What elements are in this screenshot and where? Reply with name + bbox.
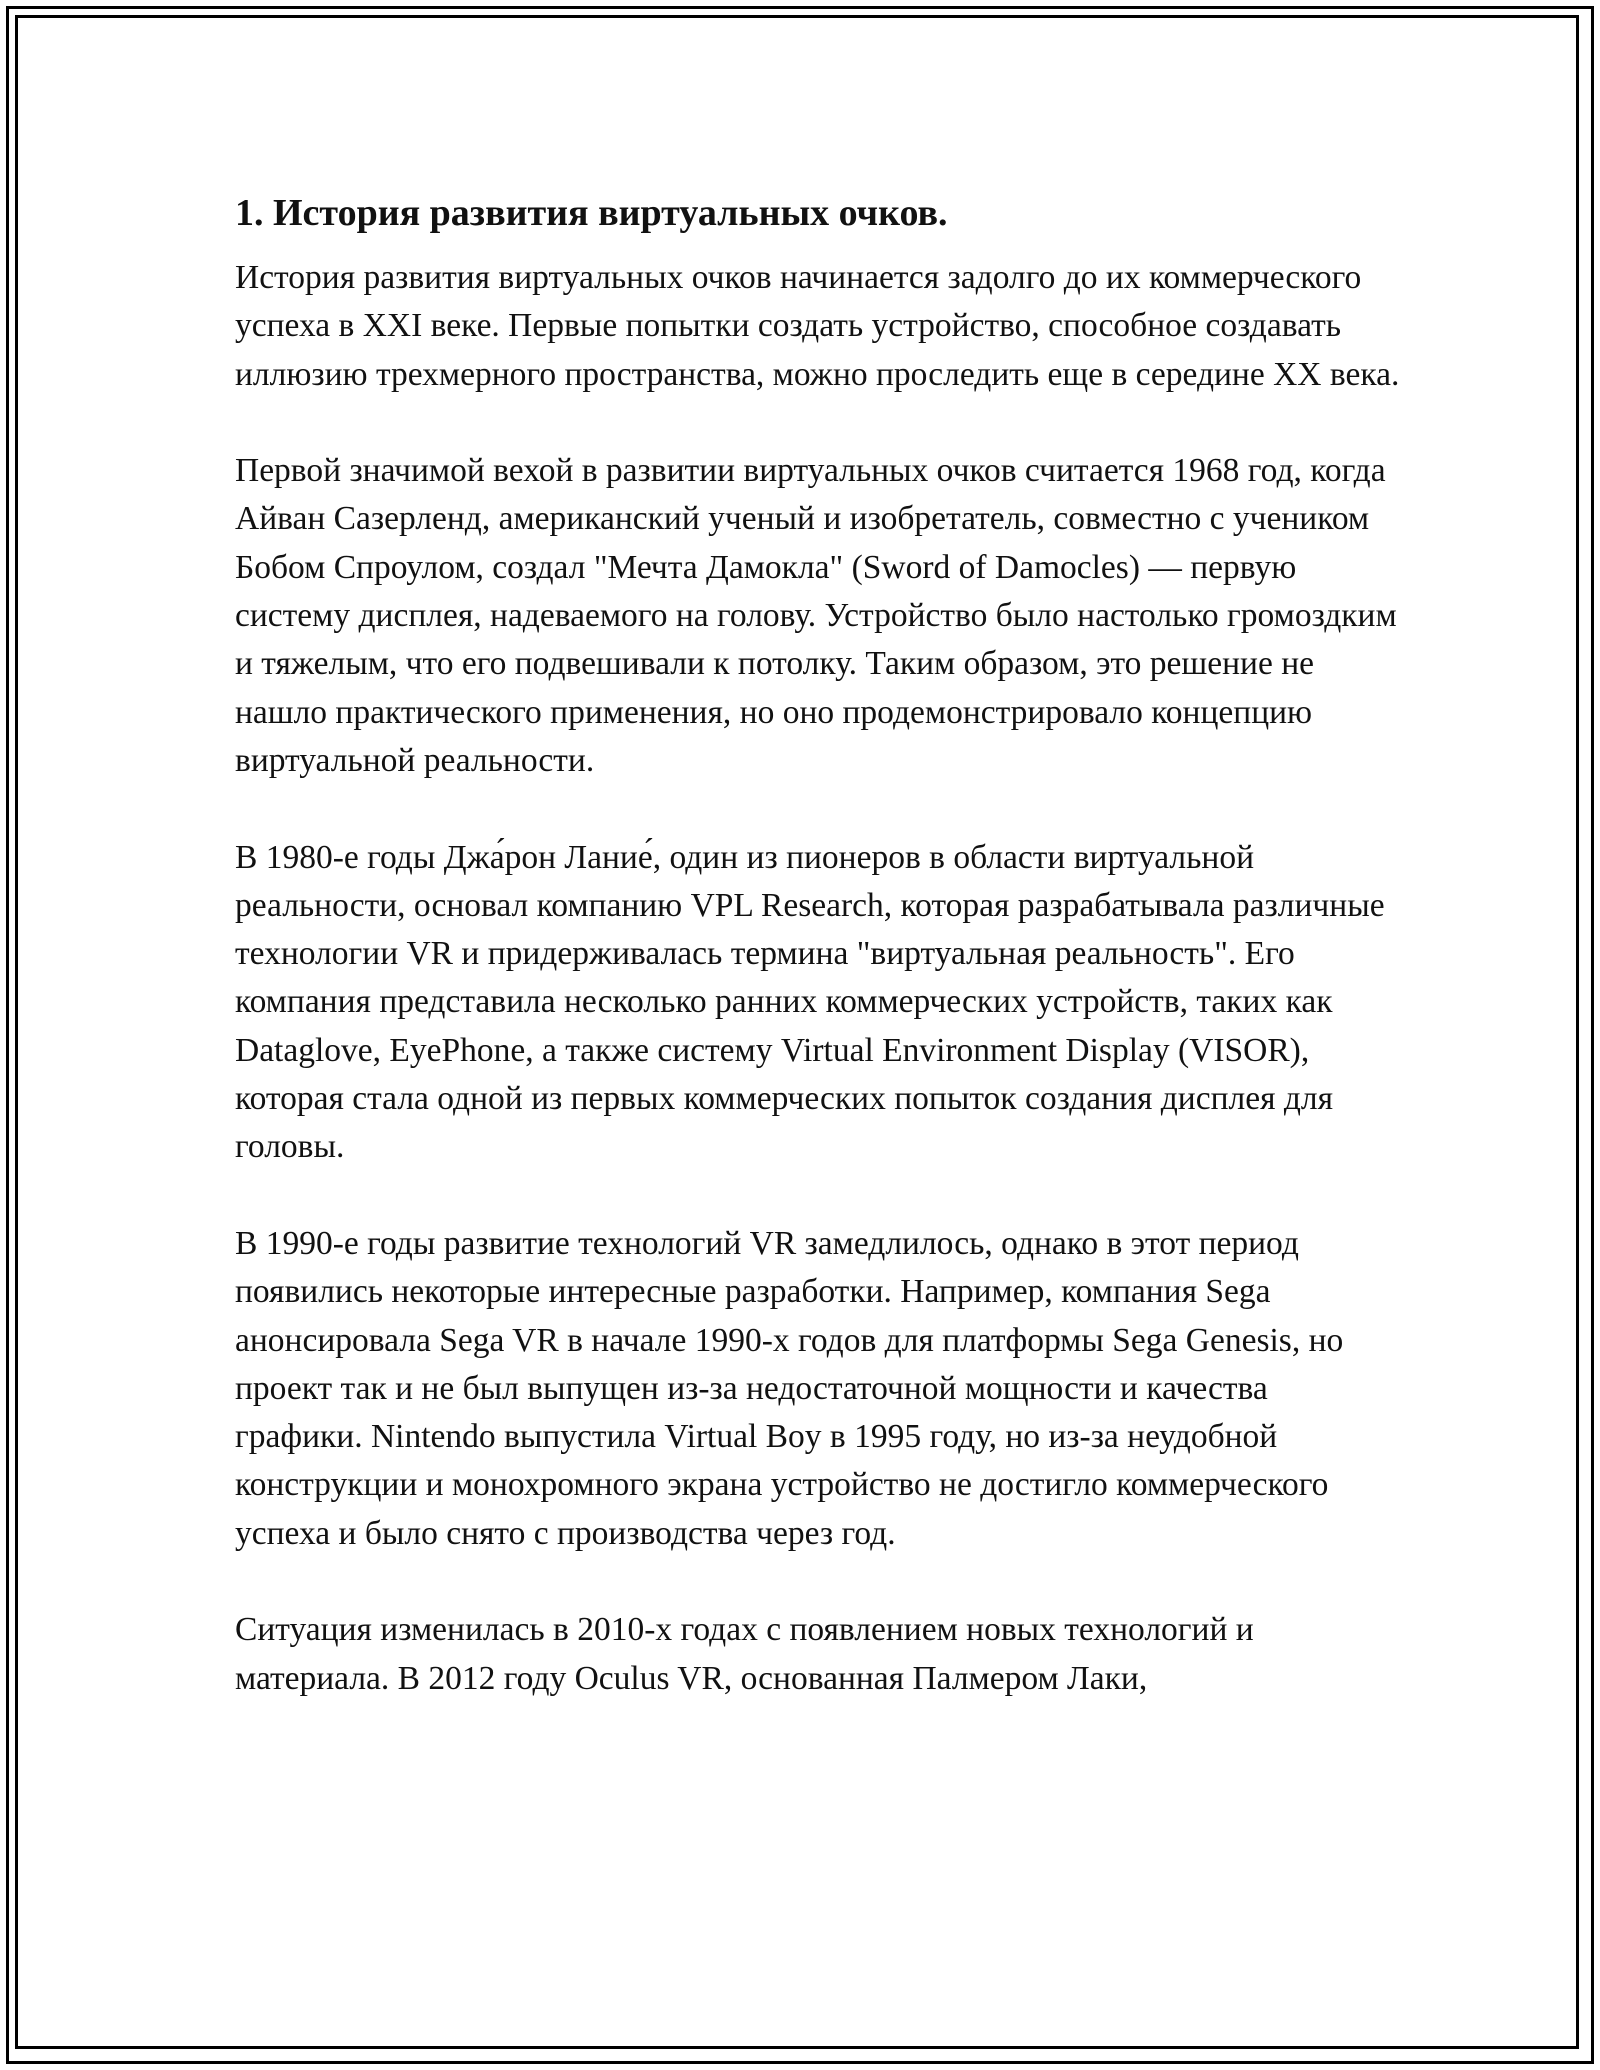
- paragraph-1990s: В 1990-е годы развитие технологий VR замедлилось, однако в этот период появились некоторые интересные разработки. Например, компания Sega анонсировала Sega VR в начале 1990-х годов для платформы Sega Genesis, но проект так и не был выпущен из-за недостаточной мощности и качества графики. Nintendo выпустила Virtual Boy в 1995 году, но из-за неудобной конструкции и монохромного экрана устройство не достигло коммерческого успеха и было снято с производства через год.: [235, 1224, 1344, 1552]
- document-body: [235, 186, 1400, 1751]
- section-heading: 1. История развития виртуальных очков.: [235, 192, 948, 234]
- paragraph-1980s: В 1980-е годы Джа́рон Лание́, один из пионеров в области виртуальной реальности, основал компанию VPL Research, которая разрабатывала различные технологии VR и придерживалась термина "виртуальная реальность". Его компания представила несколько ранних коммерческих устройств, таких как Dataglove, EyePhone, а также систему Virtual Environment Display (VISOR), которая стала одной из первых коммерческих попыток создания дисплея для головы.: [235, 838, 1385, 1166]
- paragraph-intro: История развития виртуальных очков начинается задолго до их коммерческого успеха в XXI веке. Первые попытки создать устройство, способное создавать иллюзию трехмерного пространства, можно проследить еще в середине XX века.: [235, 259, 1400, 393]
- paragraph-2010s: Ситуация изменилась в 2010-х годах с появлением новых технологий и материала. В 2012 году Oculus VR, основанная Палмером Лаки,: [235, 1611, 1254, 1697]
- paragraph-1968: Первой значимой вехой в развитии виртуальных очков считается 1968 год, когда Айван Сазерленд, американский ученый и изобретатель, совместно с учеником Бобом Спроулом, создал "Мечта Дамокла" (Sword of Damocles) — первую систему дисплея, надеваемого на голову. Устройство было настолько громоздким и тяжелым, что его подвешивали к потолку. Таким образом, это решение не нашло практического применения, но оно продемонстрировало концепцию виртуальной реальности.: [235, 452, 1397, 779]
